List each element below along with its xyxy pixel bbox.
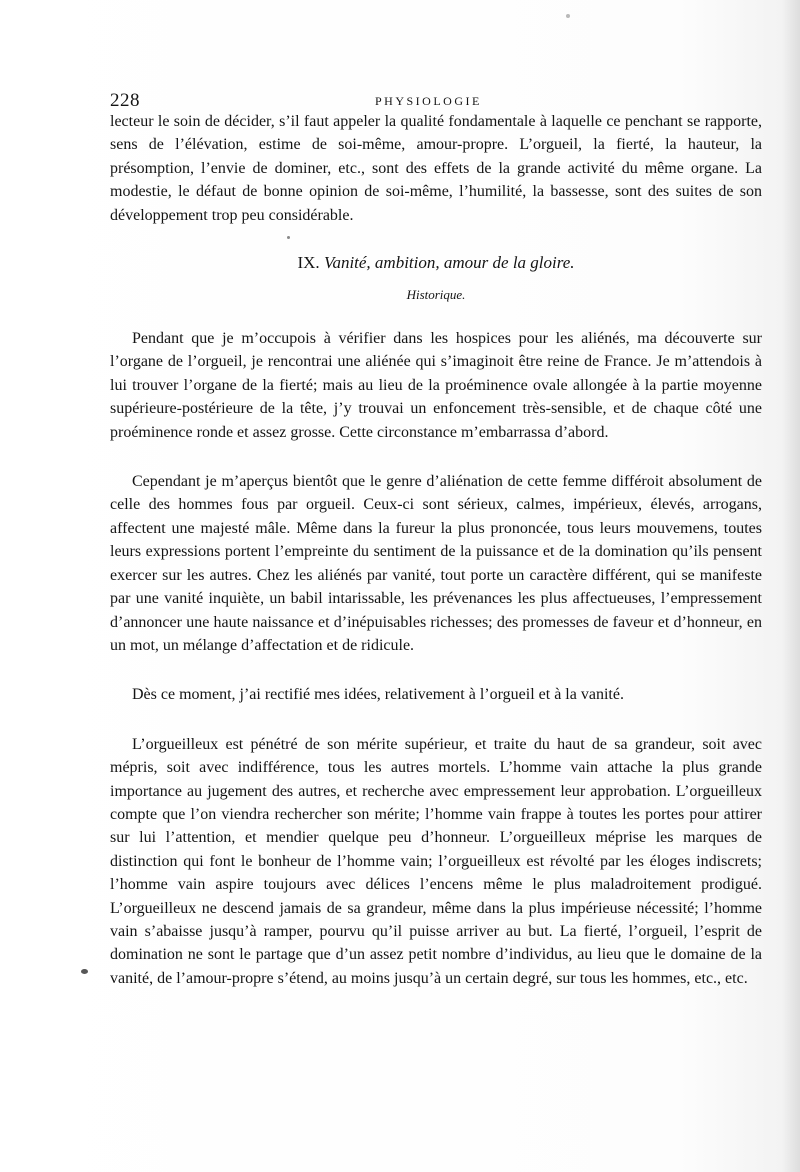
- paragraph-5: L’orgueilleux est pénétré de son mérite supérieur, et traite du haut de sa grandeur, soit avec mépris, soit avec indifférence, tous les autres mortels. L’homme vain attache la plus grande importance au jugement des autres, et recherche avec empressement leur approbation. L’orgueilleux compte que l’on viendra rechercher son mérite; l’homme vain frappe à toutes les portes pour attirer sur lui l’attention, et mendier quelque peu d’honneur. L’orgueilleux méprise les marques de distinction qui font le bonheur de l’homme vain; l’orgueilleux est révolté par les éloges indiscrets; l’homme vain aspire toujours avec délices l’encens même le plus maladroitement prodigué. L’orgueilleux ne descend jamais de sa grandeur, même dans la plus impérieuse nécessité; l’homme vain s’abaisse jusqu’à ramper, pourvu qu’il puisse arriver au but. La fierté, l’orgueil, l’esprit de domination ne sont le partage que d’un assez petit nombre d’individus, au lieu que le domaine de la vanité, de l’amour-propre s’étend, au moins jusqu’à un certain degré, sur tous les hommes, etc., etc.: [110, 735, 762, 987]
- subheading: Historique.: [406, 287, 466, 303]
- ink-speck: [566, 14, 570, 18]
- ink-speck: [81, 969, 88, 974]
- paragraph-1: lecteur le soin de décider, s’il faut appeler la qualité fondamentale à laquelle ce penchant se rapporte, sens de l’élévation, estime de soi-même, amour-propre. L’orgueil, la fierté, la hauteur, la présomption, l’envie de dominer, etc., sont des effets de la grande activité du même organe. La modestie, le défaut de bonne opinion de soi-même, l’humilité, la bassesse, sont des suites de son développement trop peu considérable.: [110, 113, 762, 224]
- scan-shadow: [782, 0, 800, 1172]
- paragraph-4: Dès ce moment, j’ai rectifié mes idées, relativement à l’orgueil et à la vanité.: [132, 686, 624, 704]
- section-number: IX.: [297, 253, 320, 273]
- paragraph-3: Cependant je m’aperçus bientôt que le genre d’aliénation de cette femme différoit absolument de celle des hommes fous par orgueil. Ceux-ci sont sérieux, calmes, impérieux, élevés, arrogans, affectent une majesté mâle. Même dans la fureur la plus prononcée, tous leurs mouvemens, toutes leurs expressions portent l’empreinte du sentiment de la puissance et de la domination qu’ils pensent exercer sur les autres. Chez les aliénés par vanité, tout porte un caractère différent, qui se manifeste par une vanité inquiète, un babil intarissable, les prévenances les plus affectueuses, l’empressement d’annoncer une haute naissance et d’inépuisables richesses; des promesses de faveur et d’honneur, en un mot, un mélange d’affectation et de ridicule.: [110, 473, 762, 654]
- section-heading: [110, 250, 762, 276]
- page-body: [110, 110, 762, 990]
- paragraph-2: Pendant que je m’occupois à vérifier dans les hospices pour les aliénés, ma découverte sur l’organe de l’orgueil, je rencontrai une aliénée qui s’imaginoit être reine de France. Je m’attendois à lui trouver l’organe de la fierté; mais au lieu de la proéminence ovale allongée à la partie moyenne supérieure-postérieure de la tête, j’y trouvai un enfoncement très-sensible, et de chaque côté une proéminence ronde et assez grosse. Cette circonstance m’embarrassa d’abord.: [110, 330, 762, 441]
- page-number: 228: [110, 90, 140, 111]
- running-head: PHYSIOLOGIE: [375, 94, 482, 108]
- section-title: Vanité, ambition, amour de la gloire.: [323, 253, 575, 273]
